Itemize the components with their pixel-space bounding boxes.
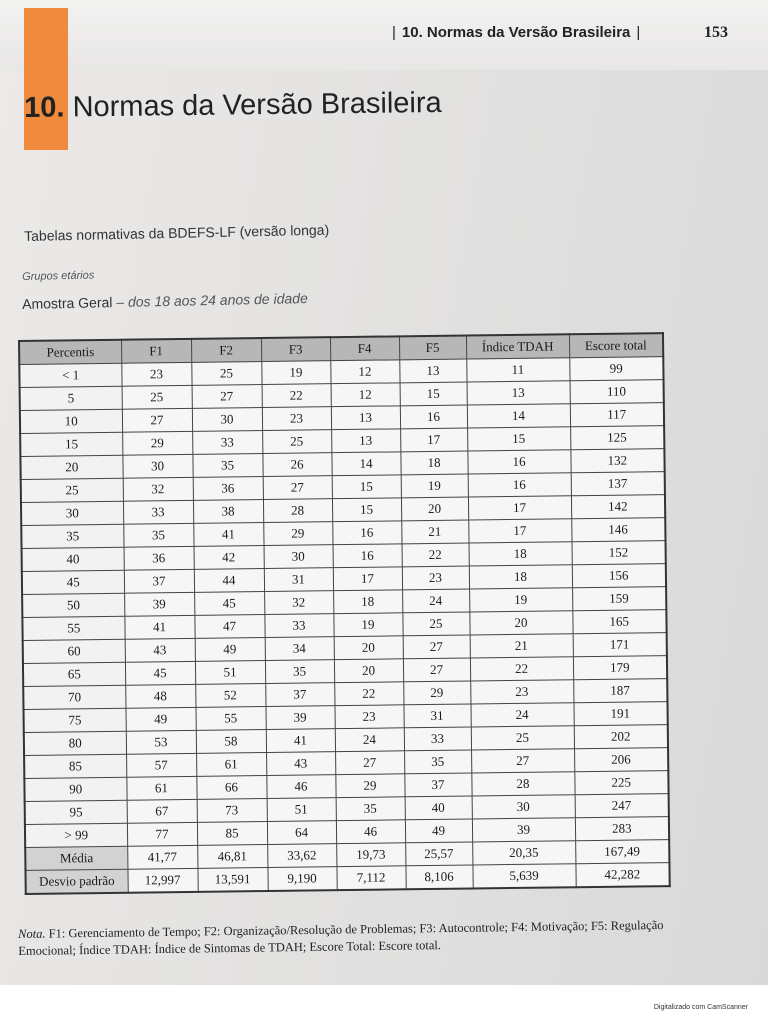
col-header-f1: F1	[121, 339, 191, 363]
table-cell: 31	[403, 704, 470, 728]
table-cell: 202	[574, 725, 668, 749]
table-cell: 23	[402, 566, 469, 590]
table-cell: 42	[194, 546, 264, 570]
table-cell: 11	[466, 358, 569, 382]
table-cell: 32	[264, 591, 333, 615]
table-cell: 19	[469, 588, 572, 612]
table-cell: 41	[266, 729, 335, 753]
table-cell: 19	[261, 361, 330, 385]
table-cell: 20	[334, 659, 403, 683]
table-cell: 27	[263, 476, 332, 500]
table-cell: 45	[125, 661, 195, 685]
chapter-title-text: Normas da Versão Brasileira	[72, 86, 442, 124]
row-label-cell: 95	[25, 800, 127, 824]
note-label: Nota.	[18, 926, 46, 941]
table-body	[19, 357, 669, 894]
table-cell: 13,591	[197, 867, 267, 891]
col-header-f3: F3	[261, 337, 330, 361]
table-cell: 17	[333, 567, 402, 591]
table-cell: 179	[573, 656, 667, 680]
table-cell: 21	[470, 634, 573, 658]
table-cell: 47	[194, 615, 264, 639]
row-label-cell: 50	[22, 593, 124, 617]
table-cell: 55	[196, 707, 266, 731]
table-cell: 247	[575, 794, 669, 818]
table-cell: 20	[334, 636, 403, 660]
table-cell: 19	[333, 613, 402, 637]
table-cell: 33	[264, 614, 333, 638]
table-cell: 32	[123, 477, 193, 501]
col-header-escore-total: Escore total	[569, 333, 663, 358]
table-cell: 43	[266, 752, 335, 776]
chapter-color-tab	[24, 8, 68, 150]
table-cell: 25	[471, 726, 574, 750]
table-cell: 165	[572, 610, 666, 634]
norms-table	[18, 332, 671, 895]
table-cell: 27	[471, 749, 574, 773]
table-cell: 33	[404, 727, 471, 751]
table-cell: 48	[125, 684, 195, 708]
table-cell: 38	[193, 500, 263, 524]
table-cell: 46	[336, 820, 405, 844]
table-cell: 15	[332, 498, 401, 522]
table-cell: 18	[400, 451, 467, 475]
row-label-cell: 30	[21, 501, 123, 525]
table-cell: 171	[573, 633, 667, 657]
row-label-cell: 15	[20, 432, 122, 456]
row-label-cell: 5	[20, 386, 122, 410]
table-cell: 12,997	[127, 868, 197, 892]
table-cell: 17	[400, 428, 467, 452]
table-cell: 64	[267, 821, 336, 845]
table-cell: 29	[122, 431, 192, 455]
table-cell: 37	[124, 569, 194, 593]
table-cell: 39	[472, 818, 575, 842]
table-cell: 36	[193, 477, 263, 501]
table-cell: 16	[468, 473, 571, 497]
table-cell: 142	[571, 495, 665, 519]
table-cell: 24	[470, 703, 573, 727]
table-cell: 35	[336, 797, 405, 821]
table-cell: 49	[405, 819, 472, 843]
table-cell: 5,639	[472, 864, 575, 889]
col-header-percentis: Percentis	[19, 340, 121, 365]
table-cell: 18	[469, 565, 572, 589]
table-cell: 27	[403, 658, 470, 682]
running-head-right-bar: |	[636, 24, 641, 41]
table-cell: 7,112	[336, 866, 405, 890]
table-cell: 16	[332, 521, 401, 545]
table-cell: 49	[195, 638, 265, 662]
sample-age-range: dos 18 aos 24 anos de idade	[127, 290, 308, 310]
row-label-cell: 80	[24, 731, 126, 755]
table-cell: 187	[573, 679, 667, 703]
table-cell: 14	[331, 452, 400, 476]
table-cell: 27	[403, 635, 470, 659]
row-label-cell: 35	[21, 524, 123, 548]
row-label-cell: 60	[23, 639, 125, 663]
age-groups-label: Grupos etários	[22, 269, 95, 283]
table-cell: 27	[192, 385, 262, 409]
sample-dash: –	[112, 293, 129, 311]
page-number: 153	[704, 24, 728, 41]
row-label-cell: 20	[20, 455, 122, 479]
table-cell: 25	[122, 385, 192, 409]
table-cell: 22	[470, 657, 573, 681]
row-label-cell: 75	[24, 708, 126, 732]
row-label-cell: 40	[22, 547, 124, 571]
table-cell: 30	[264, 545, 333, 569]
table-cell: 16	[400, 405, 467, 429]
table-cell: 117	[570, 403, 664, 427]
col-header-f2: F2	[191, 338, 261, 362]
table-cell: 61	[196, 753, 266, 777]
table-cell: 25	[262, 430, 331, 454]
table-cell: 17	[468, 519, 571, 543]
table-cell: 46,81	[197, 844, 267, 868]
table-cell: 37	[265, 683, 334, 707]
table-cell: 13	[399, 359, 466, 383]
row-label-cell: 65	[23, 662, 125, 686]
table-cell: 34	[265, 637, 334, 661]
table-cell: 44	[194, 569, 264, 593]
table-cell: 30	[122, 454, 192, 478]
col-header-f5: F5	[399, 336, 466, 360]
table-cell: 40	[405, 796, 472, 820]
table-cell: 22	[402, 543, 469, 567]
table-cell: 58	[196, 730, 266, 754]
table-cell: 22	[334, 682, 403, 706]
running-head-left-bar: |	[392, 24, 396, 41]
row-label-cell: 10	[20, 409, 122, 433]
table-cell: 33,62	[267, 844, 336, 868]
col-header-indice-tdah: Índice TDAH	[466, 334, 569, 359]
table-cell: 16	[467, 450, 570, 474]
table-cell: 9,190	[267, 867, 336, 891]
table-cell: 52	[195, 684, 265, 708]
table-cell: 73	[197, 798, 267, 822]
table-cell: 23	[121, 362, 191, 386]
table-cell: 19,73	[336, 843, 405, 867]
row-label-cell: 85	[24, 754, 126, 778]
table-cell: 17	[468, 496, 571, 520]
table-cell: 61	[126, 776, 196, 800]
table-cell: 51	[267, 798, 336, 822]
table-cell: 18	[333, 590, 402, 614]
table-cell: 29	[403, 681, 470, 705]
table-cell: 12	[331, 383, 400, 407]
table-cell: 28	[263, 499, 332, 523]
table-cell: 99	[569, 357, 663, 381]
chapter-number: 10.	[24, 91, 65, 124]
table-cell: 137	[571, 472, 665, 496]
table-cell: 26	[262, 453, 331, 477]
table-cell: 25	[191, 362, 261, 386]
col-header-f4: F4	[330, 336, 399, 360]
table-cell: 31	[264, 568, 333, 592]
table-cell: 13	[467, 381, 570, 405]
header-band	[0, 0, 768, 70]
table-cell: 30	[192, 408, 262, 432]
chapter-title	[24, 87, 442, 125]
table-cell: 156	[572, 564, 666, 588]
table-cell: 43	[125, 638, 195, 662]
table-cell: 35	[123, 523, 193, 547]
table-cell: 283	[575, 817, 669, 841]
table-cell: 12	[330, 360, 399, 384]
table-cell: 15	[467, 427, 570, 451]
table-cell: 67	[127, 799, 197, 823]
note-text: F1: Gerenciamento de Tempo; F2: Organização/Resolução de Problemas; F3: Autocontrole; F4: Motivação; F5: Regulação Emocional; Índice TDAH: Índice de Sintomas de TDAH; Escore Total: Escore total.	[18, 917, 664, 958]
table-cell: 35	[404, 750, 471, 774]
table-cell: 132	[570, 449, 664, 473]
table-cell: 51	[195, 661, 265, 685]
row-label-cell: < 1	[19, 363, 121, 387]
table-cell: 21	[401, 520, 468, 544]
table-cell: 27	[122, 408, 192, 432]
table-cell: 33	[123, 500, 193, 524]
running-head-title: 10. Normas da Versão Brasileira	[401, 24, 631, 41]
table-cell: 13	[331, 406, 400, 430]
table-cell: 41	[193, 523, 263, 547]
table-cell: 159	[572, 587, 666, 611]
table-cell: 35	[265, 660, 334, 684]
table-cell: 77	[127, 822, 197, 846]
table-cell: 146	[571, 518, 665, 542]
table-cell: 15	[400, 382, 467, 406]
table-cell: 39	[265, 706, 334, 730]
sample-description	[22, 290, 308, 312]
table-cell: 41,77	[127, 845, 197, 869]
table-cell: 36	[124, 546, 194, 570]
table-cell: 23	[334, 705, 403, 729]
table-cell: 37	[404, 773, 471, 797]
table-cell: 29	[263, 522, 332, 546]
table-cell: 24	[335, 728, 404, 752]
row-label-cell: > 99	[25, 823, 127, 847]
table-cell: 49	[126, 707, 196, 731]
table-cell: 28	[471, 772, 574, 796]
table-cell: 41	[124, 615, 194, 639]
row-label-cell: 55	[22, 616, 124, 640]
table-cell: 45	[194, 592, 264, 616]
table-cell: 18	[469, 542, 572, 566]
table-cell: 20,35	[472, 841, 575, 865]
table-cell: 110	[570, 380, 664, 404]
table-cell: 15	[332, 475, 401, 499]
table-cell: 25,57	[405, 842, 472, 866]
table-cell: 57	[126, 753, 196, 777]
table-cell: 42,282	[575, 863, 669, 888]
table-note	[18, 917, 668, 960]
norms-table-container	[18, 332, 669, 895]
table-cell: 225	[574, 771, 668, 795]
row-label-cell: 90	[24, 777, 126, 801]
table-cell: 8,106	[405, 865, 472, 889]
table-cell: 39	[124, 592, 194, 616]
table-cell: 14	[467, 404, 570, 428]
table-cell: 152	[572, 541, 666, 565]
table-cell: 85	[197, 821, 267, 845]
table-cell: 27	[335, 751, 404, 775]
table-cell: 35	[192, 454, 262, 478]
table-cell: 20	[469, 611, 572, 635]
table-cell: 191	[573, 702, 667, 726]
table-cell: 46	[266, 775, 335, 799]
table-cell: 29	[335, 774, 404, 798]
table-cell: 167,49	[575, 840, 669, 864]
row-label-cell: 70	[23, 685, 125, 709]
table-cell: 25	[402, 612, 469, 636]
row-label-cell: 25	[21, 478, 123, 502]
table-cell: 20	[401, 497, 468, 521]
scanner-watermark: Digitalizado com CamScanner	[653, 1004, 748, 1011]
table-cell: 66	[196, 775, 266, 799]
section-subtitle: Tabelas normativas da BDEFS-LF (versão longa)	[24, 221, 330, 244]
table-cell: 24	[402, 589, 469, 613]
table-cell: 13	[331, 429, 400, 453]
row-label-cell: Desvio padrão	[25, 869, 127, 894]
table-cell: 53	[126, 730, 196, 754]
table-cell: 206	[574, 748, 668, 772]
table-cell: 23	[470, 680, 573, 704]
row-label-cell: 45	[22, 570, 124, 594]
sample-label: Amostra Geral	[22, 294, 113, 312]
table-cell: 30	[472, 795, 575, 819]
running-head	[386, 24, 646, 41]
row-label-cell: Média	[25, 846, 127, 870]
table-cell: 33	[192, 431, 262, 455]
table-cell: 19	[401, 474, 468, 498]
table-cell: 125	[570, 426, 664, 450]
table-cell: 16	[333, 544, 402, 568]
table-cell: 22	[262, 384, 331, 408]
table-cell: 23	[262, 407, 331, 431]
